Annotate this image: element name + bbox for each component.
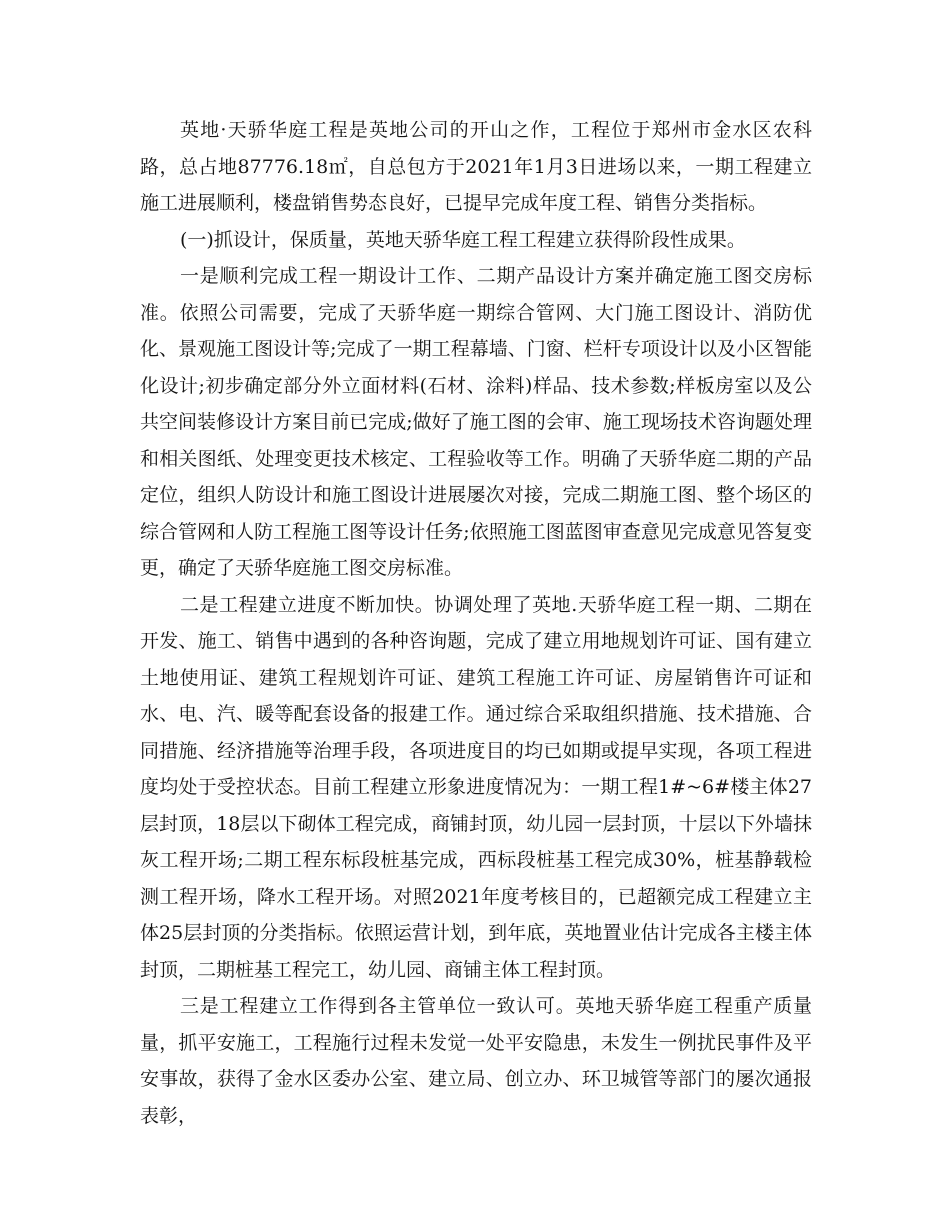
document-body <box>140 112 812 1134</box>
paragraph-intro: 英地·天骄华庭工程是英地公司的开山之作，工程位于郑州市金水区农科路，总占地87776.18㎡，自总包方于2021年1月3日进场以来，一期工程建立施工进展顺利，楼盘销售势态良好，已提早完成年度工程、销售分类指标。 <box>140 119 812 214</box>
paragraph-recognition: 三是工程建立工作得到各主管单位一致认可。英地天骄华庭工程重产质量量，抓平安施工，工程施行过程未发觉一处平安隐患，未发生一例扰民事件及平安事故，获得了金水区委办公室、建立局、创立办、环卫城管等部门的屡次通报表彰， <box>140 995 812 1127</box>
paragraph-design: 一是顺利完成工程一期设计工作、二期产品设计方案并确定施工图交房标准。依照公司需要，完成了天骄华庭一期综合管网、大门施工图设计、消防优化、景观施工图设计等;完成了一期工程幕墙、门窗、栏杆专项设计以及小区智能化设计;初步确定部分外立面材料(石材、涂料)样品、技术参数;样板房室以及公共空间装修设计方案目前已完成;做好了施工图的会审、施工现场技术咨询题处理和相关图纸、处理变更技术核定、工程验收等工作。明确了天骄华庭二期的产品定位，组织人防设计和施工图设计进展屡次对接，完成二期施工图、整个场区的综合管网和人防工程施工图等设计任务;依照施工图蓝图审查意见完成意见答复变更，确定了天骄华庭施工图交房标准。 <box>140 265 812 579</box>
paragraph-section-heading: (一)抓设计，保质量，英地天骄华庭工程工程建立获得阶段性成果。 <box>180 228 746 251</box>
paragraph-progress: 二是工程建立进度不断加快。协调处理了英地.天骄华庭工程一期、二期在开发、施工、销售中遇到的各种咨询题，完成了建立用地规划许可证、国有建立土地使用证、建筑工程规划许可证、建筑工程施工许可证、房屋销售许可证和水、电、汽、暖等配套设备的报建工作。通过综合采取组织措施、技术措施、合同措施、经济措施等治理手段，各项进度目的均已如期或提早实现，各项工程进度均处于受控状态。目前工程建立形象进度情况为：一期工程1#~6#楼主体27层封顶，18层以下砌体工程完成，商铺封顶，幼儿园一层封顶，十层以下外墙抹灰工程开场;二期工程东标段桩基完成，西标段桩基工程完成30%，桩基静载检测工程开场，降水工程开场。对照2021年度考核目的，已超额完成工程建立主体25层封顶的分类指标。依照运营计划，到年底，英地置业估计完成各主楼主体封顶，二期桩基工程完工，幼儿园、商铺主体工程封顶。 <box>140 593 812 981</box>
